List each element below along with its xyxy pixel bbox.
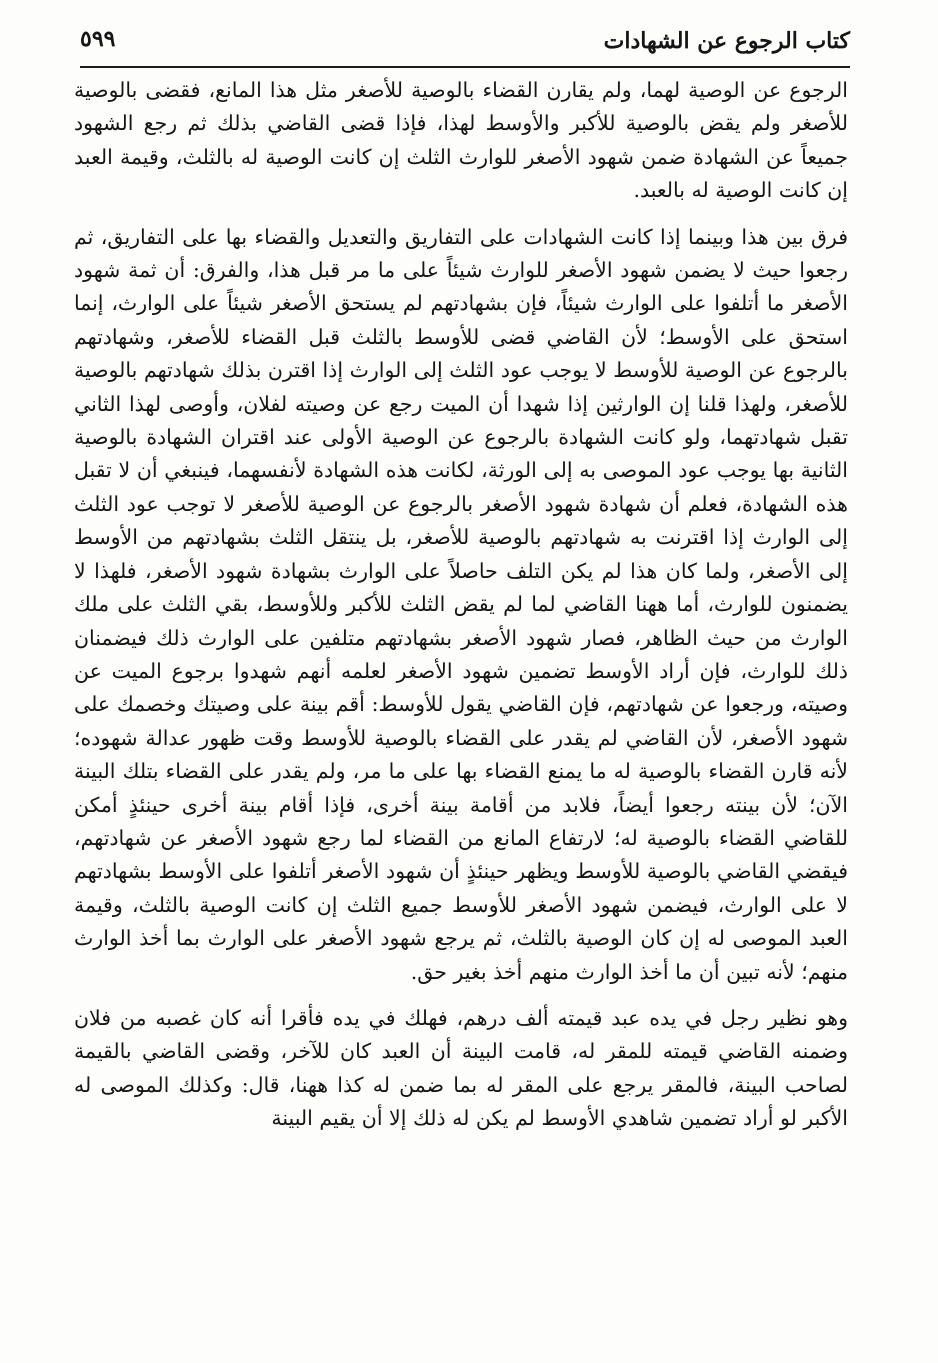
paragraph: فرق بين هذا وبينما إذا كانت الشهادات على التفاريق والتعديل والقضاء بها على التفاريق، ثم رجعوا حيث لا يضمن شهود الأصغر للوارث شيئاً على ما مر قبل هذا، والفرق: أن ثمة شهود الأصغر ما أتلفوا على الوارث شيئاً، فإن بشهادتهم لم يستحق الأصغر شيئاً على الوارث، إنما استحق على الأوسط؛ لأن القاضي قضى للأوسط بالثلث قبل القضاء للأصغر، وشهادتهم بالرجوع عن الوصية للأوسط لا يوجب عود الثلث إلى الوارث إذا اقترن بذلك شهادتهم بالوصية للأصغر، ولهذا قلنا إن الوارثين إذا شهدا أن الميت رجع عن وصيته لفلان، وأوصى لهذا الثاني تقبل شهادتهما، ولو كانت الشهادة بالرجوع عن الوصية الأولى عند اقتران الشهادة بالوصية الثانية بها يوجب عود الموصى به إلى الورثة، لكانت هذه الشهادة لأنفسهما، فينبغي أن لا تقبل هذه الشهادة، فعلم أن شهادة شهود الأصغر بالرجوع عن الوصية للأصغر لا توجب عود الثلث إلى الوارث إذا اقترنت به شهادتهم بالوصية للأصغر، بل ينتقل الثلث بشهادتهم من الأوسط إلى الأصغر، ولما كان هذا لم يكن التلف حاصلاً على الوارث بشهادة شهود الأصغر، فلهذا لا يضمنون للوارث، أما ههنا القاضي لما لم يقض الثلث للأكبر وللأوسط، بقي الثلث على ملك الوارث من حيث الظاهر، فصار شهود الأصغر بشهادتهم متلفين على الوارث ذلك فيضمنان ذلك للوارث، فإن أراد الأوسط تضمين شهود الأصغر لعلمه أنهم شهدوا برجوع الميت عن وصيته، ورجعوا عن شهادتهم، فإن القاضي يقول للأوسط: أقم بينة على وصيتك وخصمك على شهود الأصغر، لأن القاضي لم يقدر على القضاء بالوصية للأوسط وقت ظهور عدالة شهوده؛ لأنه قارن القضاء بالوصية له ما يمنع القضاء بها على ما مر، ولم يقدر على القضاء بتلك البينة الآن؛ لأن بينته رجعوا أيضاً، فلابد من أقامة بينة أخرى، فإذا أقام بينة أخرى حينئذٍ أمكن للقاضي القضاء بالوصية له؛ لارتفاع المانع من القضاء لما رجع شهود الأصغر عن شهادتهم، فيقضي القاضي بالوصية للأوسط ويظهر حينئذٍ أن شهود الأصغر أتلفوا على الأوسط بشهادتهم لا على الوارث، فيضمن شهود الأصغر للأوسط جميع الثلث إن كانت الوصية بالثلث، وقيمة العبد الموصى له إن كان الوصية بالثلث، ثم يرجع شهود الأصغر على الوارث بما أخذ الوارث منهم؛ لأنه تبين أن ما أخذ الوارث منهم أخذ بغير حق. [74, 224, 848, 984]
header-rule [80, 66, 850, 68]
paragraph: وهو نظير رجل في يده عبد قيمته ألف درهم، فهلك في يده فأقرا أنه كان غصبه من فلان وضمنه القاضي قيمته للمقر له، قامت البينة أن العبد كان للآخر، وقضى القاضي بالقيمة لصاحب البينة، فالمقر يرجع على المقر له بما ضمن له كذا ههنا، قال: وكذلك الموصى له الأكبر لو أراد تضمين شاهدي الأوسط لم يكن له ذلك إلا أن يقيم البينة [74, 1005, 848, 1131]
page-number: ٥٩٩ [80, 26, 116, 52]
running-title: كتاب الرجوع عن الشهادات [603, 28, 850, 54]
paragraph: الرجوع عن الوصية لهما، ولم يقارن القضاء بالوصية للأصغر مثل هذا المانع، فقضى بالوصية للأصغر ولم يقض بالوصية للأكبر والأوسط لهذا، فإذا قضى القاضي بذلك ثم رجع الشهود جميعاً عن الشهادة ضمن شهود الأصغر للوارث الثلث إن كانت الوصية له بالثلث، وقيمة العبد إن كانت الوصية له بالعبد. [74, 78, 848, 203]
page-header [80, 24, 850, 66]
page-body [74, 74, 848, 1136]
